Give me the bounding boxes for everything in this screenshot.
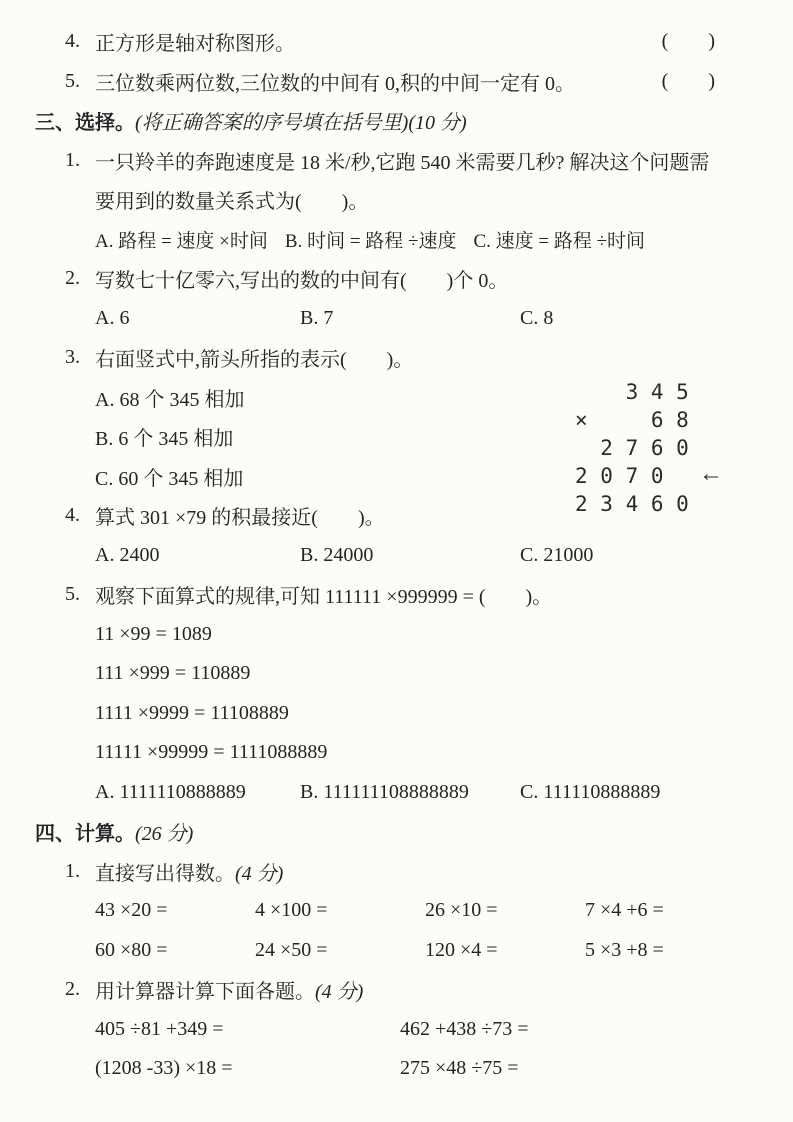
choice-q3 — [35, 338, 759, 378]
vcalc-row-product: 2 3 4 6 0 — [575, 492, 689, 516]
equation: 26 ×10 = — [425, 899, 498, 922]
vcalc-row-multiplicand: 3 4 5 — [575, 380, 689, 404]
sub-note: (4 分) — [315, 981, 364, 1004]
section-choice-header — [35, 101, 759, 141]
pattern-line-4 — [35, 733, 759, 773]
calculator-row-1 — [35, 1010, 759, 1050]
option-a: A. 2400 — [95, 543, 160, 566]
choice-q4-options — [35, 536, 759, 576]
vcalc-row-multiplier: × 6 8 — [575, 408, 689, 432]
equation: 5 ×3 +8 = — [585, 938, 664, 961]
question-number: 1. — [65, 148, 80, 171]
item-text: 正方形是轴对称图形。 — [95, 33, 295, 56]
choice-q5-options — [35, 773, 759, 813]
question-text: 观察下面算式的规律,可知 111111 ×999999 = ( )。 — [95, 586, 553, 609]
option-b: B. 7 — [300, 306, 334, 329]
question-text: 算式 301 ×79 的积最接近( )。 — [95, 507, 385, 530]
equation: 275 ×48 ÷75 = — [400, 1057, 519, 1080]
equation: 7 ×4 +6 = — [585, 899, 664, 922]
option-b: B. 111111108888889 — [300, 780, 469, 803]
sub-number: 2. — [65, 978, 80, 1001]
section-note: (26 分) — [135, 823, 194, 846]
question-number: 3. — [65, 346, 80, 369]
section-calc-header — [35, 812, 759, 852]
choice-q2 — [35, 259, 759, 299]
mental-math-row-2 — [35, 931, 759, 971]
equation: (1208 -33) ×18 = — [95, 1057, 233, 1080]
option-a: A. 6 — [95, 306, 130, 329]
equation: 60 ×80 = — [95, 938, 168, 961]
equation: 43 ×20 = — [95, 899, 168, 922]
worksheet-content — [35, 22, 759, 1089]
question-number: 5. — [65, 583, 80, 606]
pattern-equation: 1111 ×9999 = 11108889 — [95, 701, 289, 724]
option-c: C. 21000 — [520, 543, 594, 566]
option-c: C. 111110888889 — [520, 780, 661, 803]
option-c: C. 速度 = 路程 ÷时间 — [473, 230, 646, 252]
left-arrow-icon: ← — [699, 461, 723, 487]
pattern-line-2 — [35, 654, 759, 694]
judge-item-5 — [35, 62, 759, 102]
equation: 462 +438 ÷73 = — [400, 1017, 529, 1040]
section-title: 四、计算。 — [35, 823, 135, 846]
option-a: A. 路程 = 速度 ×时间 — [95, 230, 268, 252]
option-b: B. 24000 — [300, 543, 374, 566]
calculator-row-2 — [35, 1049, 759, 1089]
choice-q1-options — [35, 220, 759, 260]
judge-item-4 — [35, 22, 759, 62]
sub-title: 直接写出得数。 — [95, 862, 235, 885]
vertical-multiplication — [575, 378, 735, 518]
question-number: 4. — [65, 504, 80, 527]
sub-title: 用计算器计算下面各题。 — [95, 981, 315, 1004]
choice-q1-line1 — [35, 141, 759, 181]
choice-q1-line2 — [35, 180, 759, 220]
question-number: 2. — [65, 267, 80, 290]
equation: 24 ×50 = — [255, 938, 328, 961]
answer-blank: ( ) — [661, 69, 715, 92]
choice-q2-options — [35, 299, 759, 339]
option-a: A. 68 个 345 相加 — [95, 388, 245, 411]
question-text: 一只羚羊的奔跑速度是 18 米/秒,它跑 540 米需要几秒? 解决这个问题需 — [95, 151, 710, 174]
item-number: 4. — [65, 30, 80, 53]
mental-math-row-1 — [35, 891, 759, 931]
section-title: 三、选择。 — [35, 112, 135, 135]
pattern-equation: 111 ×999 = 110889 — [95, 662, 251, 685]
equation: 120 ×4 = — [425, 938, 498, 961]
option-c: C. 60 个 345 相加 — [95, 467, 244, 490]
choice-q5 — [35, 575, 759, 615]
item-number: 5. — [65, 69, 80, 92]
question-text: 右面竖式中,箭头所指的表示( )。 — [95, 349, 414, 372]
vcalc-row-partial-1: 2 7 6 0 — [575, 436, 689, 460]
item-text: 三位数乘两位数,三位数的中间有 0,积的中间一定有 0。 — [95, 72, 575, 95]
calc-sub1-header — [35, 852, 759, 892]
pattern-equation: 11111 ×99999 = 1111088889 — [95, 741, 328, 764]
calc-sub2-header — [35, 970, 759, 1010]
pattern-line-3 — [35, 694, 759, 734]
sub-note: (4 分) — [235, 862, 284, 885]
option-b: B. 6 个 345 相加 — [95, 428, 234, 451]
section-note: (将正确答案的序号填在括号里)(10 分) — [135, 112, 467, 135]
option-c: C. 8 — [520, 306, 554, 329]
option-a: A. 1111110888889 — [95, 780, 246, 803]
vcalc-row-partial-2: 2 0 7 0 — [575, 464, 664, 488]
equation: 405 ÷81 +349 = — [95, 1017, 224, 1040]
option-b: B. 时间 = 路程 ÷速度 — [284, 230, 457, 252]
pattern-line-1 — [35, 615, 759, 655]
question-text: 写数七十亿零六,写出的数的中间有( )个 0。 — [95, 270, 509, 293]
question-text: 要用到的数量关系式为( )。 — [95, 191, 369, 214]
equation: 4 ×100 = — [255, 899, 328, 922]
sub-number: 1. — [65, 859, 80, 882]
answer-blank: ( ) — [661, 30, 715, 53]
pattern-equation: 11 ×99 = 1089 — [95, 622, 212, 645]
